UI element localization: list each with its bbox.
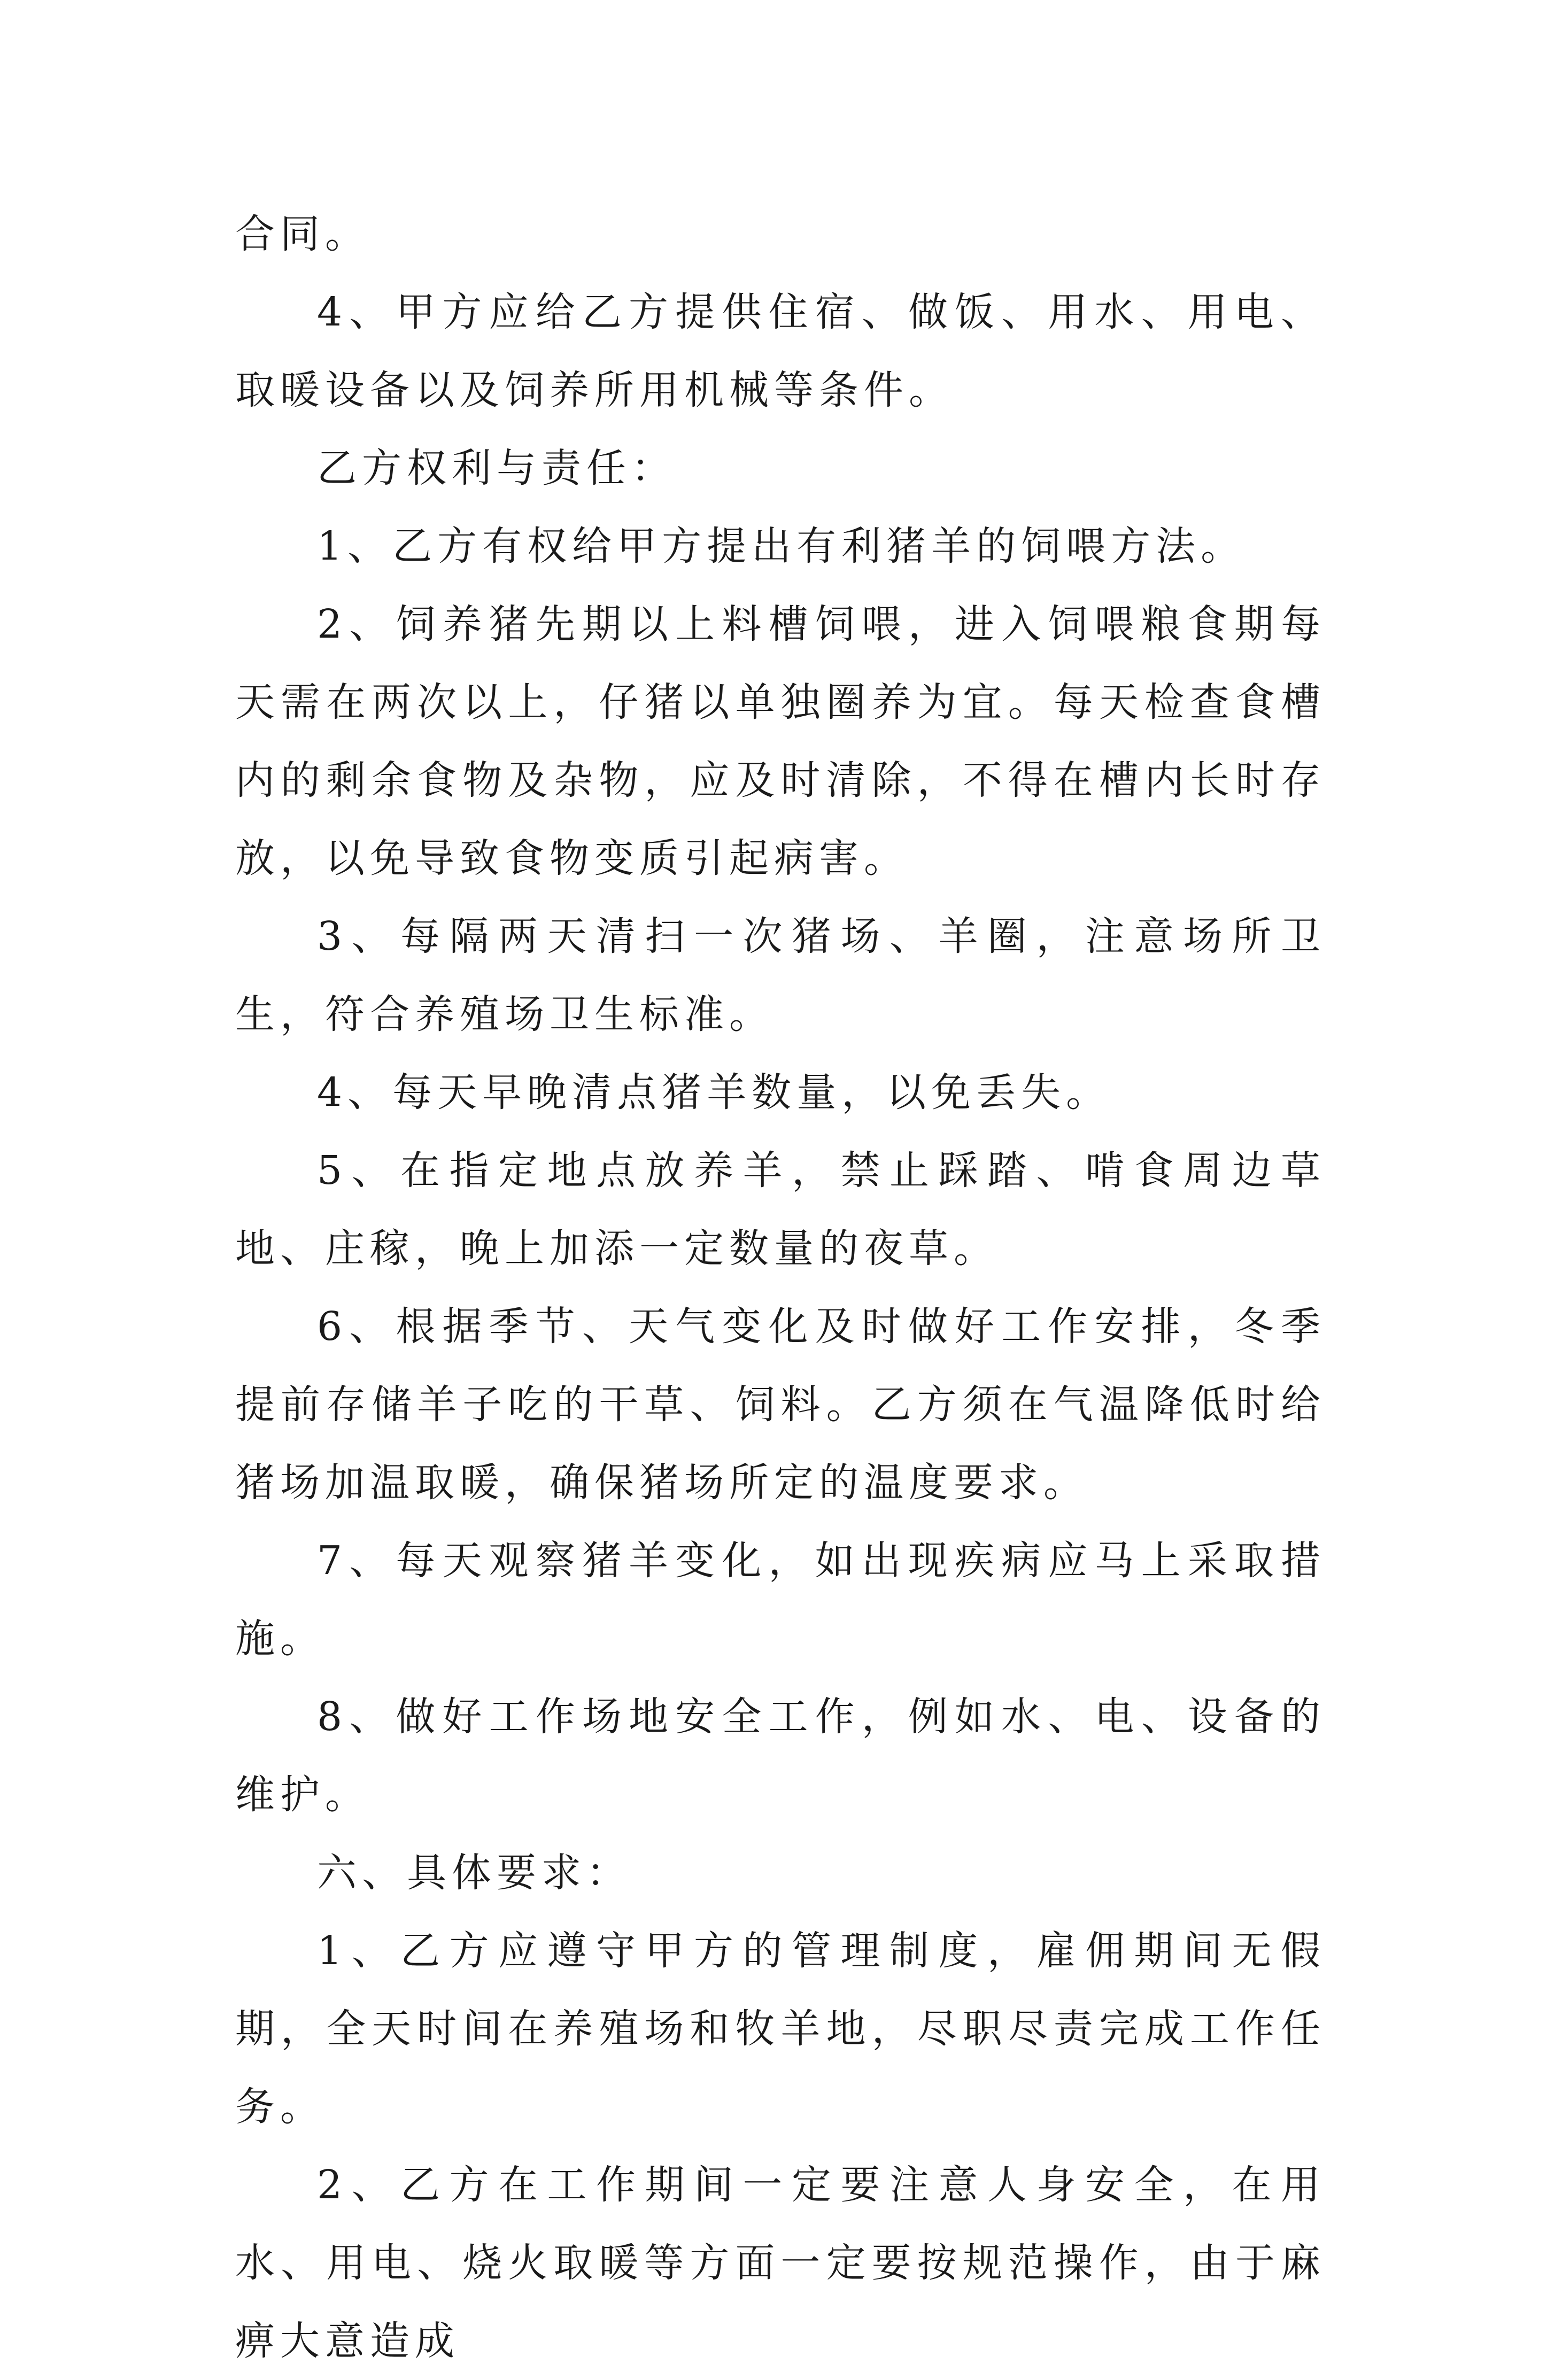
paragraph-requirement-item-1: 1、乙方应遵守甲方的管理制度，雇佣期间无假期，全天时间在养殖场和牧羊地，尽职尽责完成工作任务。 [235, 1928, 1326, 2130]
document-body [235, 195, 1326, 2380]
paragraph-party-a-item-4: 4、甲方应给乙方提供住宿、做饭、用水、用电、取暖设备以及饲养所用机械等条件。 [235, 289, 1326, 413]
paragraph-party-b-item-6: 6、根据季节、天气变化及时做好工作安排，冬季提前存储羊子吃的干草、饲料。乙方须在气温降低时给猪场加温取暖，确保猪场所定的温度要求。 [235, 1304, 1326, 1506]
paragraph-party-b-item-3: 3、每隔两天清扫一次猪场、羊圈，注意场所卫生，符合养殖场卫生标准。 [235, 913, 1326, 1037]
section-heading-party-b-rights: 乙方权利与责任： [317, 445, 676, 491]
paragraph-party-b-item-2: 2、饲养猪先期以上料槽饲喂，进入饲喂粮食期每天需在两次以上，仔猪以单独圈养为宜。每天检查食槽内的剩余食物及杂物，应及时清除，不得在槽内长时存放，以免导致食物变质引起病害。 [235, 601, 1326, 881]
paragraph-party-b-item-8: 8、做好工作场地安全工作，例如水、电、设备的维护。 [235, 1694, 1326, 1818]
paragraph-continuation: 合同。 [235, 211, 370, 257]
paragraph-requirement-item-2: 2、乙方在工作期间一定要注意人身安全，在用水、用电、烧火取暖等方面一定要按规范操作，由于麻痹大意造成 [235, 2162, 1326, 2364]
paragraph-party-b-item-5: 5、在指定地点放养羊，禁止踩踏、啃食周边草地、庄稼，晚上加添一定数量的夜草。 [235, 1148, 1326, 1272]
section-heading-specific-requirements: 六、具体要求： [317, 1850, 631, 1896]
paragraph-party-b-item-1: 1、乙方有权给甲方提出有利猪羊的饲喂方法。 [317, 523, 1246, 569]
paragraph-party-b-item-7: 7、每天观察猪羊变化，如出现疾病应马上采取措施。 [235, 1538, 1326, 1662]
paragraph-party-b-item-4: 4、每天早晚清点猪羊数量，以免丢失。 [317, 1069, 1111, 1115]
